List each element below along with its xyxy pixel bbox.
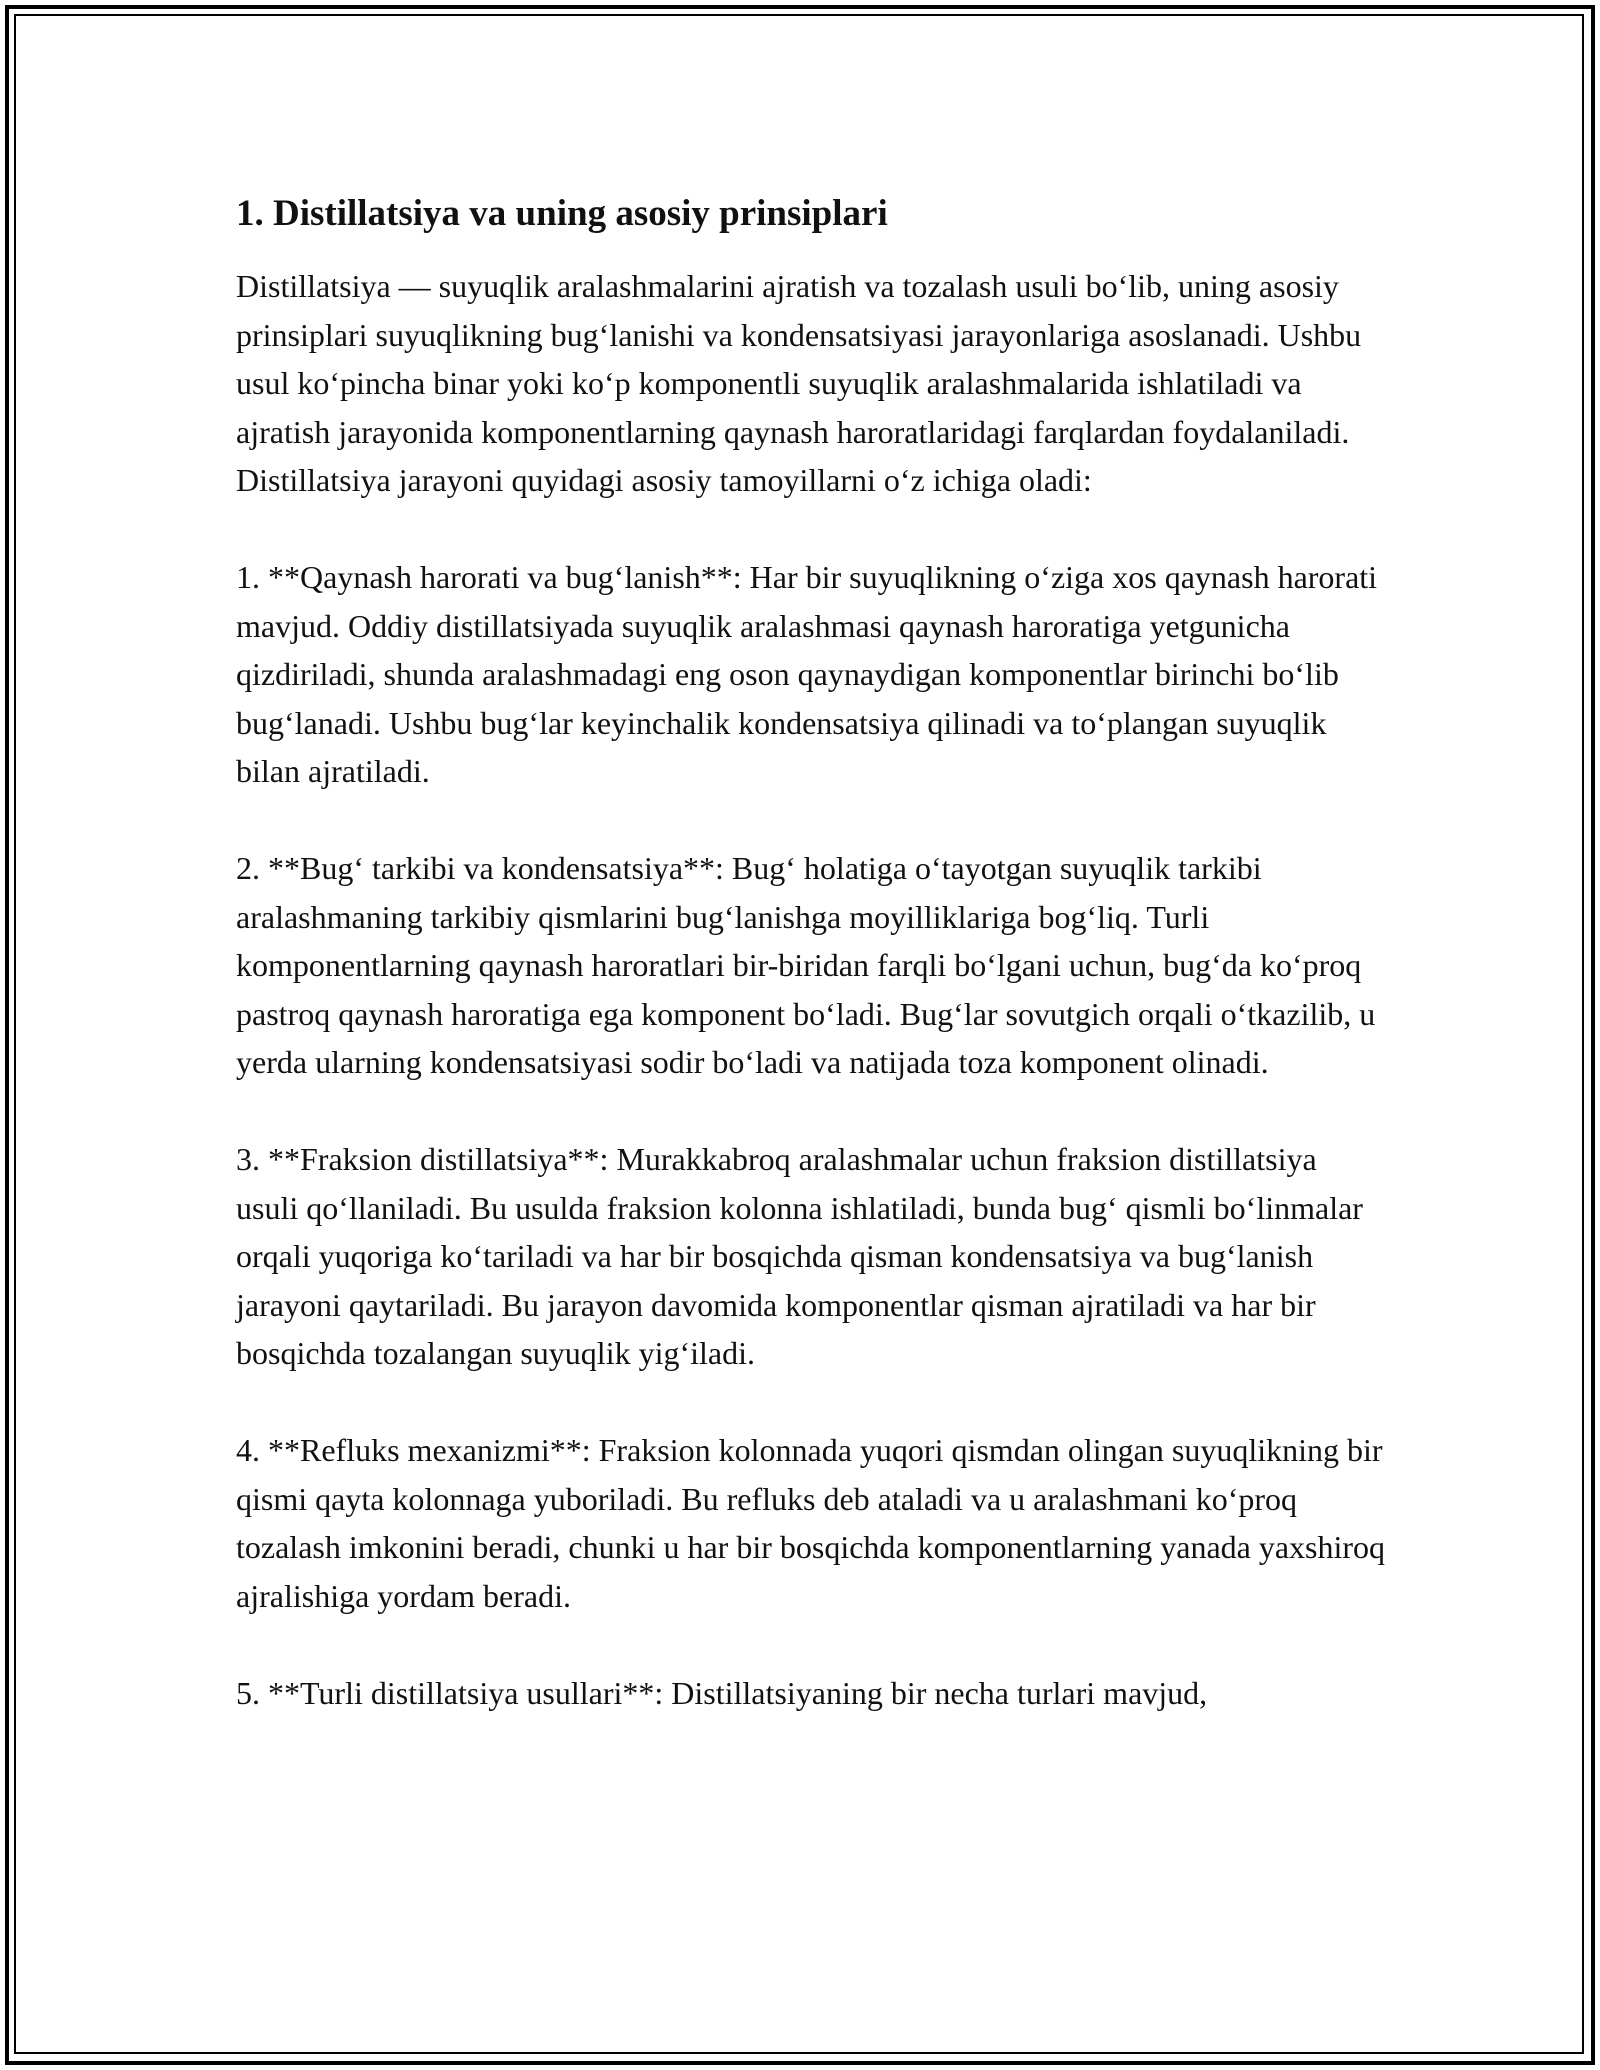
list-item-reflux-mechanism: 4. **Refluks mexanizmi**: Fraksion kolonnada yuqori qismdan olingan suyuqlikning bir qismi qayta kolonnaga yuboriladi. Bu refluks deb ataladi va u aralashmani ko‘proq tozalash imkonini beradi, chunki u har bir bosqichda komponentlarning yanada yaxshiroq ajralishiga yordam beradi. [236,1432,1386,1614]
list-item-vapor-composition: 2. **Bug‘ tarkibi va kondensatsiya**: Bug‘ holatiga o‘tayotgan suyuqlik tarkibi aralashmaning tarkibiy qismlarini bug‘lanishga moyilliklariga bog‘liq. Turli komponentlarning qaynash haroratlari bir-biridan farqli bo‘lgani uchun, bug‘da ko‘proq pastroq qaynash haroratiga ega komponent bo‘ladi. Bug‘lar sovutgich orqali o‘tkazilib, u yerda ularning kondensatsiyasi sodir bo‘ladi va natijada toza komponent olinadi. [236,850,1376,1080]
intro-paragraph: Distillatsiya — suyuqlik aralashmalarini ajratish va tozalash usuli bo‘lib, uning asosiy prinsiplari suyuqlikning bug‘lanishi va kondensatsiyasi jarayonlariga asoslanadi. Ushbu usul ko‘pincha binar yoki ko‘p komponentli suyuqlik aralashmalarida ishlatiladi va ajratish jarayonida komponentlarning qaynash haroratlaridagi farqlardan foydalaniladi. Distillatsiya jarayoni quyidagi asosiy tamoyillarni o‘z ichiga oladi: [236,268,1362,498]
document-body [236,186,1386,1766]
section-heading: 1. Distillatsiya va uning asosiy prinsiplari [236,193,888,234]
list-item-boiling-point: 1. **Qaynash harorati va bug‘lanish**: Har bir suyuqlikning o‘ziga xos qaynash harorati mavjud. Oddiy distillatsiyada suyuqlik aralashmasi qaynash haroratiga yetgunicha qizdiriladi, shunda aralashmadagi eng oson qaynaydigan komponentlar birinchi bo‘lib bug‘lanadi. Ushbu bug‘lar keyinchalik kondensatsiya qilinadi va to‘plangan suyuqlik bilan ajratiladi. [236,559,1378,789]
list-item-fractional-distillation: 3. **Fraksion distillatsiya**: Murakkabroq aralashmalar uchun fraksion distillatsiya usuli qo‘llaniladi. Bu usulda fraksion kolonna ishlatiladi, bunda bug‘ qismli bo‘linmalar orqali yuqoriga ko‘tariladi va har bir bosqichda qisman kondensatsiya va bug‘lanish jarayoni qaytariladi. Bu jarayon davomida komponentlar qisman ajratiladi va har bir bosqichda tozalangan suyuqlik yig‘iladi. [236,1141,1363,1371]
list-item-distillation-methods: 5. **Turli distillatsiya usullari**: Distillatsiyaning bir necha turlari mavjud, [236,1674,1208,1711]
